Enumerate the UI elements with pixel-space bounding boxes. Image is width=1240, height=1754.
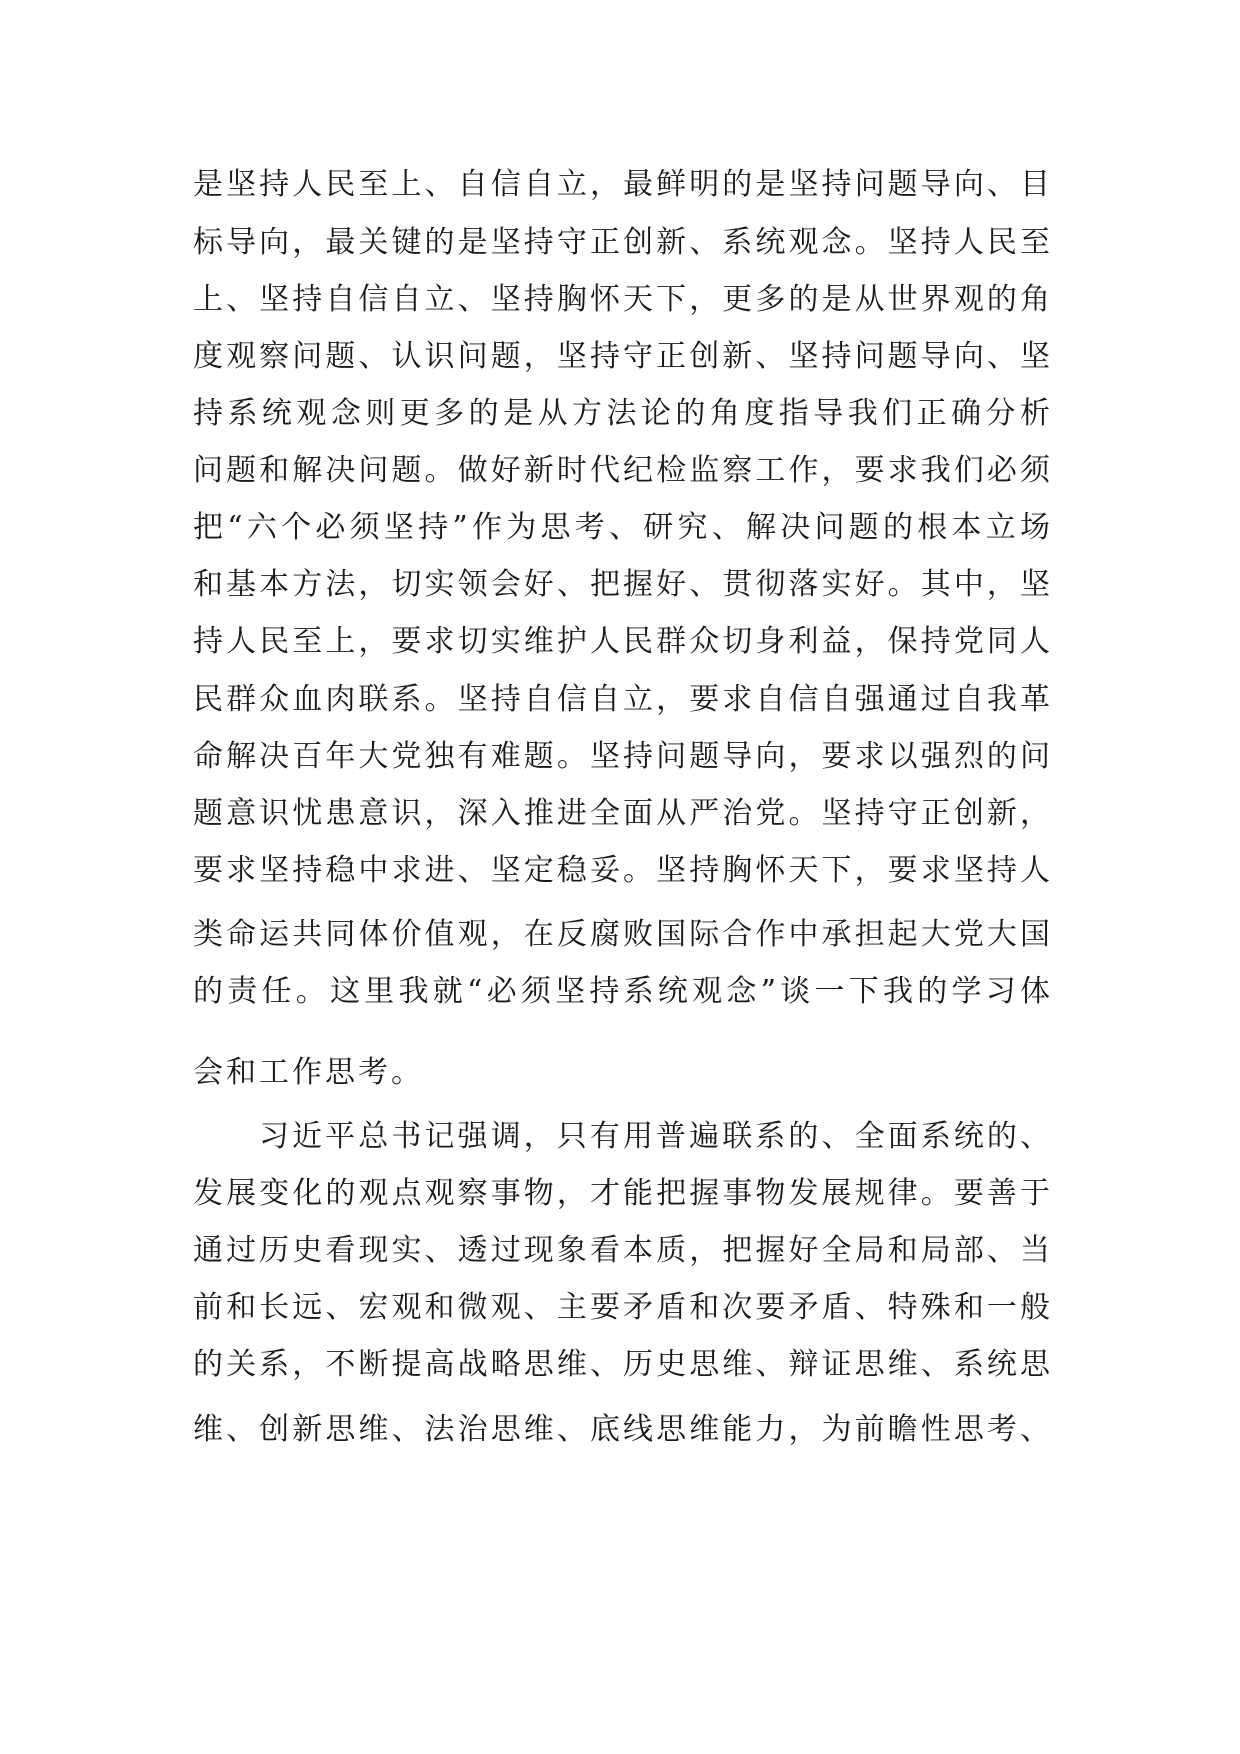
text-line: 前和长远、宏观和微观、主要矛盾和次要矛盾、特殊和一般 xyxy=(193,1290,1050,1325)
text-line: 的关系，不断提高战略思维、历史思维、辩证思维、系统思 xyxy=(193,1347,1050,1382)
text-line: 是坚持人民至上、自信自立，最鲜明的是坚持问题导向、目 xyxy=(193,167,1050,202)
text-line: 维、创新思维、法治思维、底线思维能力，为前瞻性思考、 xyxy=(193,1412,1050,1447)
text-line: 标导向，最关键的是坚持守正创新、系统观念。坚持人民至 xyxy=(193,225,1050,260)
text-line: 上、坚持自信自立、坚持胸怀天下，更多的是从世界观的角 xyxy=(193,282,1050,317)
text-line: 把“六个必须坚持”作为思考、研究、解决问题的根本立场 xyxy=(193,510,1050,545)
text-line: 问题和解决问题。做好新时代纪检监察工作，要求我们必须 xyxy=(193,453,1050,488)
text-line-first-indented: 习近平总书记强调，只有用普遍联系的、全面系统的、 xyxy=(259,1119,1050,1154)
text-line: 度观察问题、认识问题，坚持守正创新、坚持问题导向、坚 xyxy=(193,339,1050,374)
text-line: 持系统观念则更多的是从方法论的角度指导我们正确分析 xyxy=(193,396,1050,431)
text-line: 发展变化的观点观察事物，才能把握事物发展规律。要善于 xyxy=(193,1176,1050,1211)
text-line: 的责任。这里我就“必须坚持系统观念”谈一下我的学习体 xyxy=(193,974,1050,1009)
text-line: 题意识忧患意识，深入推进全面从严治党。坚持守正创新， xyxy=(193,796,1050,831)
text-line: 和基本方法，切实领会好、把握好、贯彻落实好。其中，坚 xyxy=(193,567,1050,602)
text-line: 要求坚持稳中求进、坚定稳妥。坚持胸怀天下，要求坚持人 xyxy=(193,853,1050,888)
text-line: 通过历史看现实、透过现象看本质，把握好全局和局部、当 xyxy=(193,1233,1050,1268)
text-line: 命解决百年大党独有难题。坚持问题导向，要求以强烈的问 xyxy=(193,739,1050,774)
text-line: 类命运共同体价值观，在反腐败国际合作中承担起大党大国 xyxy=(193,917,1050,952)
text-line-paragraph-end: 会和工作思考。 xyxy=(193,1055,424,1090)
text-line: 民群众血肉联系。坚持自信自立，要求自信自强通过自我革 xyxy=(193,682,1050,717)
text-line: 持人民至上，要求切实维护人民群众切身利益，保持党同人 xyxy=(193,624,1050,659)
